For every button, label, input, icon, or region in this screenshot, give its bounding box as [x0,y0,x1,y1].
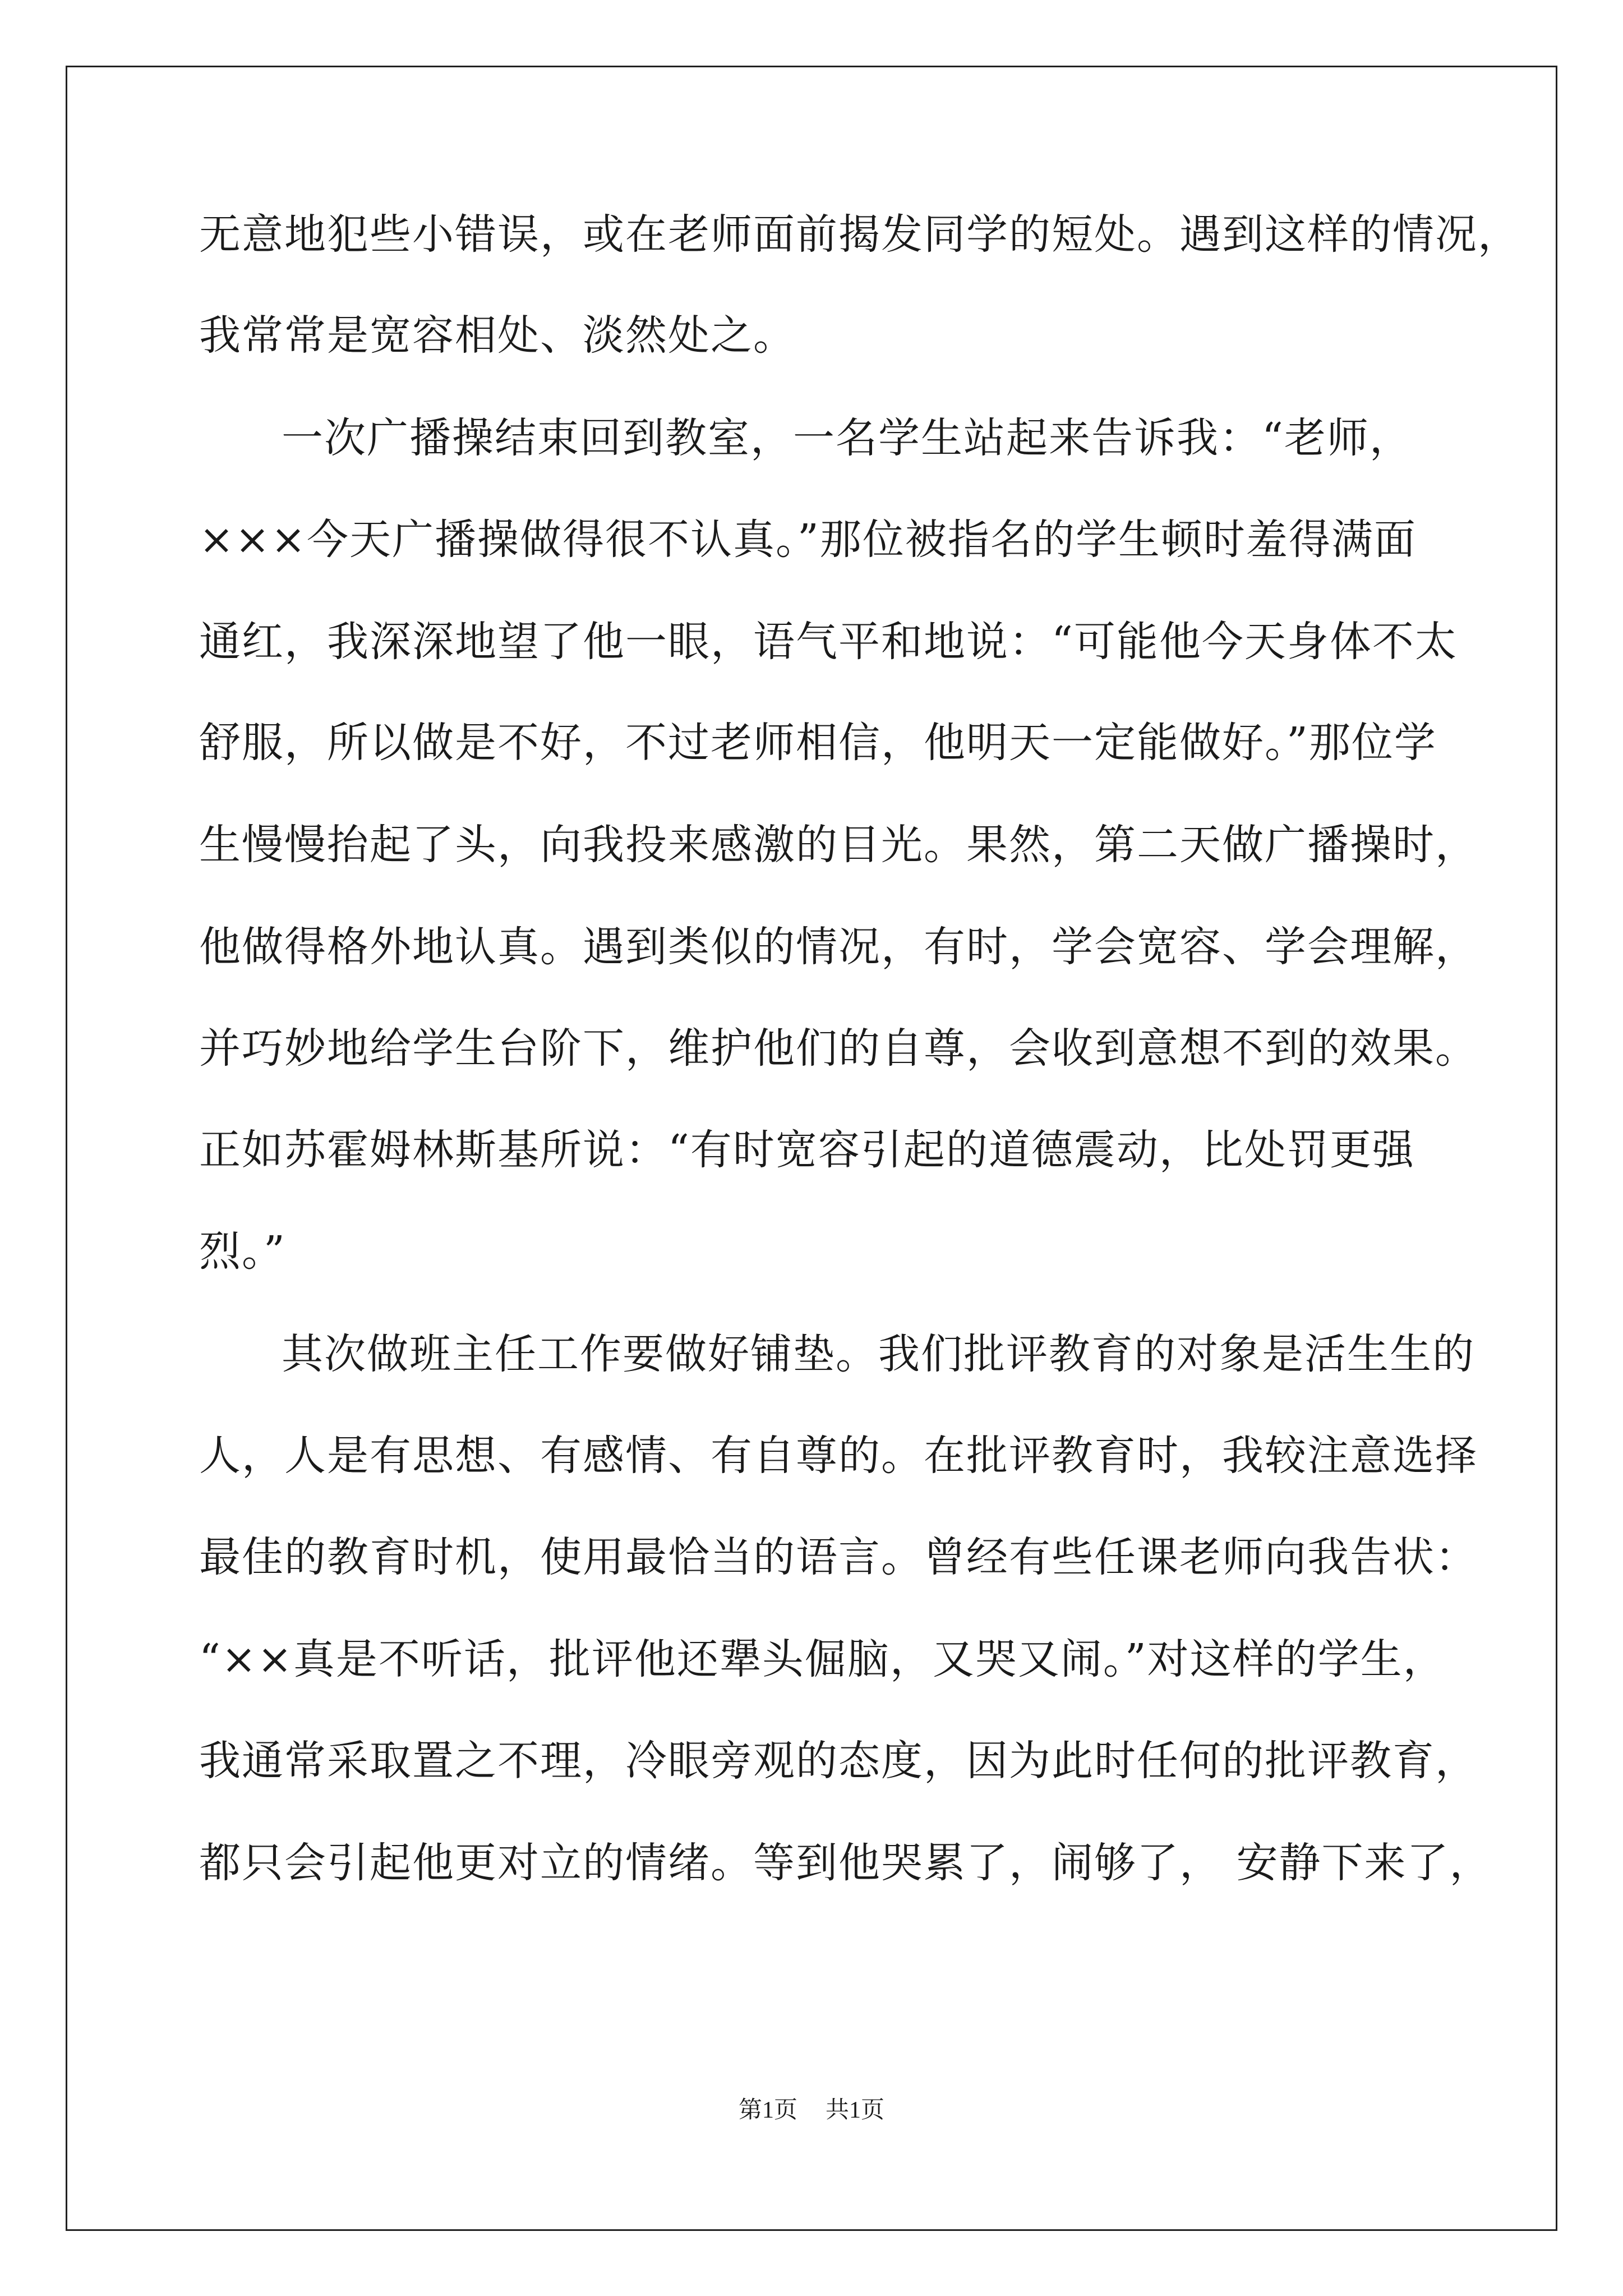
page-total: 共1页 [826,2097,885,2123]
paragraph-start-line: 一次广播操结束回到教室，一名学生站起来告诉我：“老师， [282,414,1412,462]
text-line: 他做得格外地认真。遇到类似的情况，有时，学会宽容、学会理解， [199,923,1478,971]
text-line: 都只会引起他更对立的情绪。等到他哭累了，闹够了， 安静下来了， [199,1839,1492,1887]
text-line: 无意地犯些小错误，或在老师面前揭发同学的短处。遇到这样的情况， [199,210,1520,259]
text-line: 舒服，所以做是不好，不过老师相信，他明天一定能做好。”那位学 [199,719,1437,767]
text-line: 通红，我深深地望了他一眼，语气平和地说：“可能他今天身体不太 [199,618,1458,666]
text-line: 人，人是有思想、有感情、有自尊的。在批评教育时，我较注意选择 [199,1432,1478,1480]
text-line: 我通常采取置之不理，冷眼旁观的态度，因为此时任何的批评教育， [199,1737,1478,1785]
text-line: 生慢慢抬起了头，向我投来感激的目光。果然，第二天做广播操时， [199,821,1478,869]
paragraph-start-line: 其次做班主任工作要做好铺垫。我们批评教育的对象是活生生的 [282,1330,1475,1378]
text-line: 最佳的教育时机，使用最恰当的语言。曾经有些任课老师向我告状： [199,1533,1478,1581]
text-line: 烈。” [199,1227,286,1276]
text-line: 正如苏霍姆林斯基所说：“有时宽容引起的道德震动，比处罚更强 [199,1126,1415,1174]
text-line: ×××今天广播操做得很不认真。”那位被指名的学生顿时羞得满面 [199,516,1417,564]
text-line: 我常常是宽容相处、淡然处之。 [199,311,796,360]
page-footer [0,2093,1623,2127]
page-number: 第1页 [738,2097,797,2123]
text-line: “××真是不听话，批评他还犟头倔脑，又哭又闹。”对这样的学生， [199,1635,1446,1683]
text-line: 并巧妙地给学生台阶下，维护他们的自尊，会收到意想不到的效果。 [199,1024,1478,1073]
